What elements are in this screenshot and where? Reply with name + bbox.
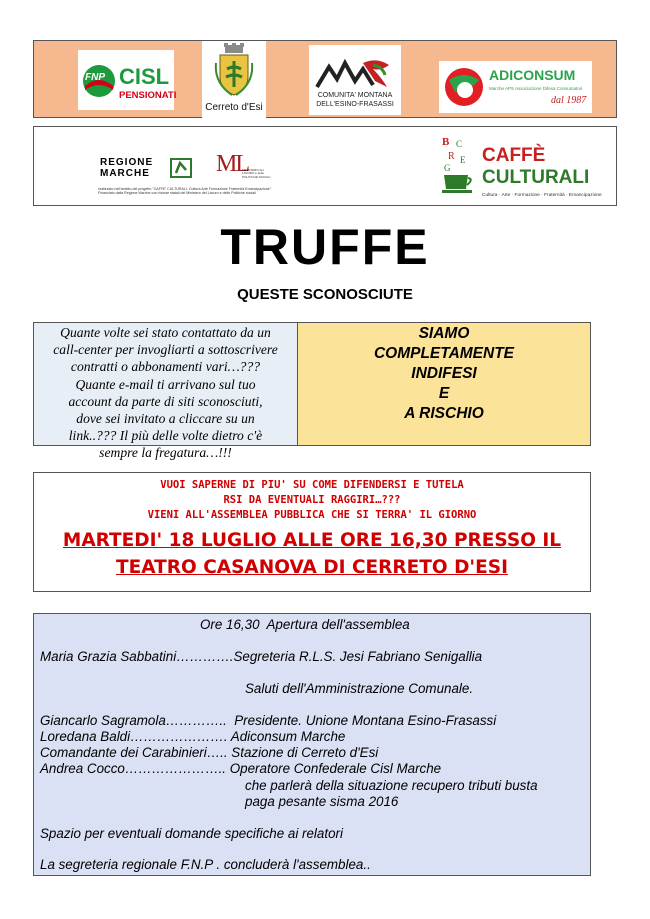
fnp-mark: FNP <box>85 72 105 83</box>
logo-fnp-cisl <box>78 50 177 110</box>
program-speaker-sagramola: Giancarlo Sagramola………….. Presidente. Unione Montana Esino-Frasassi <box>40 713 497 728</box>
warning-line: A RISCHIO <box>404 405 484 422</box>
adiconsum-name: ADICONSUM <box>489 67 576 83</box>
comunita-line1: COMUNITA' MONTANA <box>317 92 393 99</box>
intro-line: Quante e-mail ti arrivano sul tuo <box>75 376 256 392</box>
logo-comunita-montana <box>309 45 401 115</box>
svg-text:G: G <box>444 163 451 173</box>
svg-text:E: E <box>460 155 466 165</box>
coat-of-arms-icon <box>214 43 254 97</box>
intro-line: call-center per invogliarti a sottoscrivere <box>53 342 278 358</box>
adiconsum-sub: Marche APS Associazione Difesa Consumatori <box>489 86 583 91</box>
intro-line: dove sei invitato a cliccare su un <box>76 411 255 427</box>
sponsor-logo-banner <box>33 126 617 206</box>
intro-question-box <box>33 322 297 461</box>
logo-cerreto <box>202 41 266 118</box>
invite-date: MARTEDI' 18 LUGLIO ALLE ORE 16,30 PRESSO IL <box>62 530 562 551</box>
intro-line: Quante volte sei stato contattato da un <box>60 325 271 340</box>
regione-note: realizzato nell'ambito del progetto "CAFFE' CULTURALI, Cultura Arte Formazione Fraternità Emancipazione". Finanziato dalla Regione Marche con risorse statali del Ministero del Lavoro e delle Politiche sociali <box>98 187 273 196</box>
caffe-tagline: Cultura · Arte · Formazione · Fraternità · Emancipazione <box>482 193 602 198</box>
regione-line1: REGIONE <box>100 157 154 168</box>
program-closing: La segreteria regionale F.N.P . concluderà l'assemblea.. <box>40 857 371 872</box>
warning-line: E <box>438 385 450 402</box>
warning-line: INDIFESI <box>411 365 477 382</box>
program-opening: Ore 16,30 Apertura dell'assemblea <box>200 617 410 632</box>
cisl-name: CISL <box>119 64 170 89</box>
regione-emblem-icon <box>170 158 192 178</box>
invite-line2: RSI DA EVENTUALI RAGGIRI…??? <box>223 494 401 506</box>
ministero-text: MINISTERO del LAVORO e delle POLITICHE SOCIALI <box>242 168 271 179</box>
ministero-mark: ML <box>216 151 248 177</box>
intro-line: contratti o abbonamenti vari…??? <box>70 359 261 375</box>
warning-box <box>297 322 591 446</box>
top-logo-banner <box>33 40 617 118</box>
warning-line: COMPLETAMENTE <box>373 345 515 362</box>
program-speaker-sabbatini: Maria Grazia Sabbatini………….Segreteria R.L.S. Jesi Fabriano Senigallia <box>40 649 483 664</box>
warning-line: SIAMO <box>418 325 470 342</box>
program-speaker-cocco: Andrea Cocco………………….. Operatore Confederale Cisl Marche <box>40 761 442 776</box>
page-subtitle: QUESTE SCONOSCIUTE <box>237 286 413 303</box>
invite-place: TEATRO CASANOVA DI CERRETO D'ESI <box>116 557 508 578</box>
logo-caffe-culturali <box>434 131 602 203</box>
intro-line: account da parte di siti sconosciuti, <box>68 393 263 409</box>
intro-line: link..??? Il più delle volte dietro c'è <box>68 428 263 444</box>
invitation-box <box>33 472 591 592</box>
adiconsum-globe-icon <box>443 66 485 108</box>
svg-text:B: B <box>442 136 450 148</box>
invite-line3: VIENI ALL'ASSEMBLEA PUBBLICA CHE SI TERRA' IL GIORNO <box>147 509 477 521</box>
program-speaker-cocco-detail: paga pesante sisma 2016 <box>245 794 399 809</box>
program-questions: Spazio per eventuali domande specifiche ai relatori <box>40 826 343 841</box>
intro-line: sempre la fregatura…!!! <box>99 445 232 461</box>
svg-text:R: R <box>448 151 455 162</box>
logo-regione-marche <box>98 157 196 205</box>
page-title: TRUFFE <box>220 219 430 275</box>
svg-text:C: C <box>456 139 463 149</box>
caffe-line1: CAFFÈ <box>482 145 546 166</box>
program-speaker-carabinieri: Comandante dei Carabinieri….. Stazione di Cerreto d'Esi <box>40 745 379 760</box>
program-speaker-cocco-detail: che parlerà della situazione recupero tributi busta <box>245 778 538 793</box>
coffee-cup-icon <box>440 133 476 195</box>
invite-line1: VUOI SAPERNE DI PIU' SU COME DIFENDERSI E TUTELA <box>160 479 464 491</box>
regione-line2: MARCHE <box>100 168 150 179</box>
logo-ministero-lavoro <box>214 153 274 185</box>
program-speaker-baldi: Loredana Baldi…………………. Adiconsum Marche <box>40 729 346 744</box>
logo-adiconsum <box>439 61 592 113</box>
program-box <box>33 613 591 876</box>
cerreto-caption: Cerreto d'Esi <box>205 102 263 113</box>
caffe-line2: CULTURALI <box>482 167 590 188</box>
program-greetings: Saluti dell'Amministrazione Comunale. <box>245 681 474 696</box>
mountain-icon <box>315 57 395 89</box>
cisl-sub: PENSIONATI <box>119 90 177 101</box>
adiconsum-since: dal 1987 <box>551 95 587 106</box>
comunita-line2: DELL'ESINO-FRASASSI <box>316 101 394 108</box>
